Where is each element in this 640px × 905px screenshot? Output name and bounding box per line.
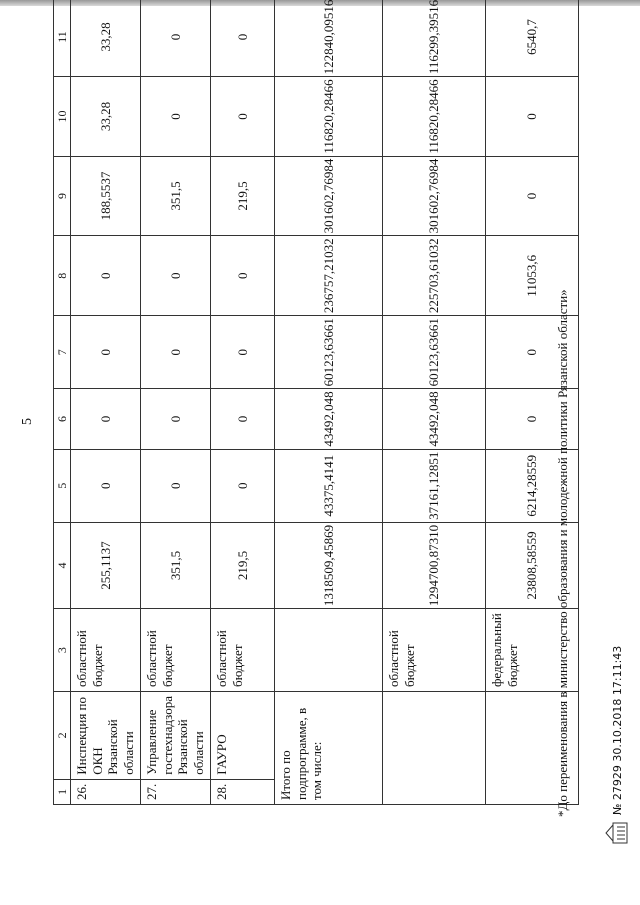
table-row: [211, 0, 275, 805]
table-row: [141, 0, 211, 805]
cell-value: 23808,58559: [486, 522, 579, 608]
header-cell: 3: [54, 609, 71, 692]
cell-value: 0: [486, 316, 579, 389]
row-number: 27.: [141, 779, 211, 804]
header-cell: 5: [54, 449, 71, 522]
cell-value: 122840,09516: [275, 0, 383, 77]
cell-value: 0: [71, 449, 141, 522]
row-source: областной бюджет: [71, 609, 141, 692]
row-name: ГАУРО: [211, 692, 275, 780]
cell-value: 6540,7: [486, 0, 579, 77]
cell-value: 301602,76984: [275, 156, 383, 236]
regional-source: областной бюджет: [383, 609, 486, 692]
registry-stamp-icon: [603, 821, 630, 845]
row-source: областной бюджет: [211, 609, 275, 692]
cell-value: 0: [141, 389, 211, 449]
header-cell: 6: [54, 389, 71, 449]
cell-value: 60123,63661: [383, 316, 486, 389]
cell-value: 255,1137: [71, 522, 141, 608]
federal-source: федеральный бюджет: [486, 609, 579, 692]
cell-value: 43492,048: [383, 389, 486, 449]
cell-value: 0: [211, 316, 275, 389]
cell-value: 33,28: [71, 77, 141, 156]
header-cell: 8: [54, 236, 71, 316]
header-cell: 2: [54, 692, 71, 780]
cell-value: 219,5: [211, 522, 275, 608]
row-source: областной бюджет: [141, 609, 211, 692]
cell-value: 33,28: [71, 0, 141, 77]
cell-value: 43492,048: [275, 389, 383, 449]
cell-value: 1294700,87310: [383, 522, 486, 608]
cell-value: 116820,28466: [275, 77, 383, 156]
total-row: [275, 0, 383, 805]
header-cell: 10: [54, 77, 71, 156]
cell-value: 1318509,45869: [275, 522, 383, 608]
row-name: Инспекция по ОКН Рязанской области: [71, 692, 141, 780]
cell-value: 11053,6: [486, 236, 579, 316]
cell-value: 60123,63661: [275, 316, 383, 389]
cell-value: 0: [71, 236, 141, 316]
cell-value: 0: [211, 389, 275, 449]
cell-value: 116820,28466: [383, 77, 486, 156]
row-number: 26.: [71, 779, 141, 804]
row-number: 28.: [211, 779, 275, 804]
regional-row: [383, 0, 486, 805]
cell-value: 0: [486, 156, 579, 236]
table-row: [71, 0, 141, 805]
regional-label: [383, 692, 486, 805]
cell-value: 0: [211, 449, 275, 522]
footnote: *До переименования в министерство образования и молодежной политики Рязанской области»: [555, 289, 570, 817]
header-row: [54, 0, 71, 805]
page-number: 5: [20, 418, 35, 425]
cell-value: 0: [211, 77, 275, 156]
header-cell: 1: [54, 779, 71, 804]
header-cell: 7: [54, 316, 71, 389]
registration-stamp: № 27929 30.10.2018 17:11:43: [611, 645, 624, 815]
header-cell: 9: [54, 156, 71, 236]
cell-value: 219,5: [211, 156, 275, 236]
row-name: Управление гостехнадзора Рязанской области: [141, 692, 211, 780]
cell-value: 0: [141, 77, 211, 156]
header-cell: 4: [54, 522, 71, 608]
cell-value: 236757,21032: [275, 236, 383, 316]
cell-value: 0: [141, 449, 211, 522]
header-cell: 11: [54, 0, 71, 77]
budget-table: [53, 0, 579, 805]
cell-value: 37161,12851: [383, 449, 486, 522]
cell-value: 0: [486, 389, 579, 449]
cell-value: 0: [141, 236, 211, 316]
cell-value: 301602,76984: [383, 156, 486, 236]
cell-value: 225703,61032: [383, 236, 486, 316]
cell-value: 0: [486, 77, 579, 156]
total-source: [275, 609, 383, 692]
cell-value: 351,5: [141, 522, 211, 608]
cell-value: 0: [141, 0, 211, 77]
cell-value: 188,5537: [71, 156, 141, 236]
total-label: Итого по подпрограмме, в том числе:: [275, 692, 383, 805]
cell-value: 0: [211, 0, 275, 77]
cell-value: 6214,28559: [486, 449, 579, 522]
cell-value: 0: [141, 316, 211, 389]
cell-value: 43375,4141: [275, 449, 383, 522]
cell-value: 0: [71, 316, 141, 389]
cell-value: 116299,39516: [383, 0, 486, 77]
cell-value: 0: [211, 236, 275, 316]
cell-value: 351,5: [141, 156, 211, 236]
cell-value: 0: [71, 389, 141, 449]
